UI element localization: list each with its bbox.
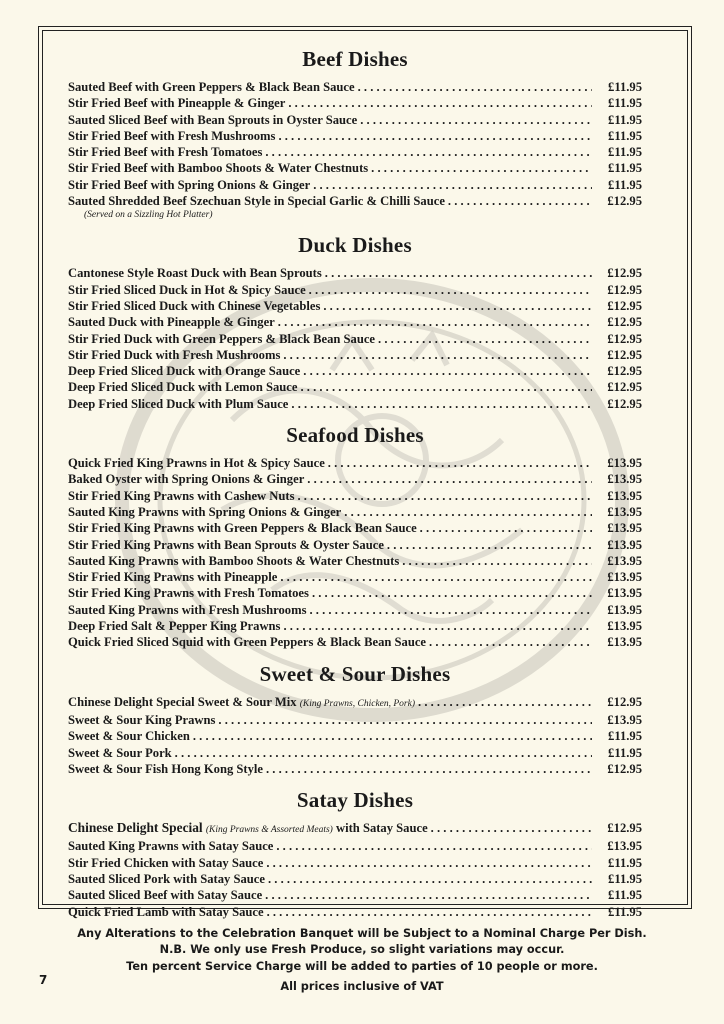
menu-item-price: £13.95	[607, 456, 642, 471]
menu-item-name: Sweet & Sour Fish Hong Kong Style	[68, 761, 263, 776]
menu-item-note: (King Prawns & Assorted Meats)	[205, 825, 333, 836]
menu-item-name: Stir Fried Sliced Duck in Hot & Spicy Sauce	[68, 282, 306, 297]
menu-item-name: Stir Fried Duck with Green Peppers & Black Bean Sauce	[68, 331, 376, 346]
menu-item-price: £11.95	[608, 729, 642, 744]
menu-item	[68, 694, 642, 712]
menu-item-price: £12.95	[607, 380, 642, 395]
dot-leader	[175, 745, 592, 761]
menu-item	[68, 144, 642, 160]
dot-leader	[309, 282, 592, 298]
menu-item-name: Stir Fried Beef with Spring Onions & Ginger	[68, 177, 311, 192]
menu-item	[68, 95, 642, 111]
menu-item-name: Sauted Sliced Pork with Satay Sauce	[68, 871, 265, 886]
menu-item-name: Sauted King Prawns with Bamboo Shoots & Water Chestnuts	[68, 553, 400, 568]
menu-item-price: £13.95	[607, 553, 642, 568]
menu-item	[68, 314, 642, 330]
dot-leader	[358, 79, 592, 95]
dot-leader	[402, 553, 592, 569]
menu-item-name: Sauted Shredded Beef Szechuan Style in Special Garlic & Chilli Sauce	[68, 194, 445, 209]
menu-item-price: £12.95	[607, 347, 642, 362]
dot-leader	[193, 728, 592, 744]
menu-item-price: £13.95	[607, 537, 642, 552]
dot-leader	[312, 585, 592, 601]
dot-leader	[313, 177, 592, 193]
dot-leader	[371, 160, 592, 176]
menu-item-name: Stir Fried King Prawns with Cashew Nuts	[68, 488, 295, 503]
menu-item-name: Deep Fried Salt & Pepper King Prawns	[68, 619, 281, 634]
menu-item-name: Stir Fried King Prawns with Green Peppers & Black Bean Sauce	[68, 521, 417, 536]
menu-item-price: £11.95	[608, 855, 642, 870]
menu-item	[68, 820, 642, 838]
section-title: Seafood Dishes	[286, 423, 424, 448]
menu-item-price: £11.95	[608, 128, 642, 143]
menu-section	[68, 422, 642, 651]
dot-leader	[218, 712, 592, 728]
menu-item	[68, 177, 642, 193]
menu-item-name: Stir Fried Beef with Bamboo Shoots & Water Chestnuts	[68, 161, 369, 176]
menu-item	[68, 160, 642, 176]
menu-item	[68, 488, 642, 504]
menu-item-list	[68, 820, 642, 920]
menu-item-price: £13.95	[607, 488, 642, 503]
menu-item	[68, 761, 642, 777]
menu-item	[68, 602, 642, 618]
menu-item-price: £11.95	[608, 112, 642, 127]
menu-item-price: £13.95	[607, 570, 642, 585]
menu-item-name: Sauted King Prawns with Satay Sauce	[68, 839, 274, 854]
menu-item	[68, 887, 642, 903]
dot-leader	[288, 95, 592, 111]
menu-item-name: Quick Fried King Prawns in Hot & Spicy Sauce	[68, 456, 325, 471]
dot-leader	[265, 887, 592, 903]
menu-item	[68, 282, 642, 298]
menu-item	[68, 363, 642, 379]
menu-item	[68, 728, 642, 744]
menu-item-price: £13.95	[607, 521, 642, 536]
menu-item	[68, 904, 642, 920]
menu-item-price: £13.95	[607, 504, 642, 519]
menu-item-name: Stir Fried King Prawns with Fresh Tomatoes	[68, 586, 309, 601]
menu-item-name: Deep Fried Sliced Duck with Plum Sauce	[68, 396, 289, 411]
menu-item-name: Sweet & Sour Chicken	[68, 729, 190, 744]
menu-item-price: £13.95	[607, 619, 642, 634]
menu-item-name: Quick Fried Lamb with Satay Sauce	[68, 904, 264, 919]
menu-item-name: Stir Fried Beef with Fresh Tomatoes	[68, 145, 263, 160]
menu-item-price: £11.95	[608, 145, 642, 160]
menu-item-name: Sauted Beef with Green Peppers & Black Bean Sauce	[68, 80, 355, 94]
menu-item	[68, 265, 642, 281]
menu-item	[68, 128, 642, 144]
section-serving-note: (Served on a Sizzling Hot Platter)	[84, 210, 213, 221]
dot-leader	[297, 488, 592, 504]
menu-item	[68, 471, 642, 487]
menu-item	[68, 331, 642, 347]
dot-leader	[418, 694, 592, 710]
dot-leader	[266, 761, 592, 777]
menu-item-price: £13.95	[607, 586, 642, 601]
menu-item-name: Baked Oyster with Spring Onions & Ginger	[68, 472, 305, 487]
menu-section	[68, 787, 642, 920]
menu-item-price: £12.95	[607, 298, 642, 313]
menu-item-price: £13.95	[607, 839, 642, 854]
menu-item-price: £12.95	[607, 194, 642, 209]
dot-leader	[278, 128, 592, 144]
menu-item-name: Quick Fried Sliced Squid with Green Peppers & Black Bean Sauce	[68, 635, 427, 650]
footer-service-charge-note: Ten percent Service Charge will be added to parties of 10 people or more.	[126, 959, 598, 973]
menu-item-price: £12.95	[607, 331, 642, 346]
menu-item-name: Stir Fried Beef with Fresh Mushrooms	[68, 128, 276, 143]
menu-item-name: Stir Fried King Prawns with Bean Sprouts & Oyster Sauce	[68, 537, 384, 552]
dot-leader	[278, 314, 592, 330]
dot-leader	[328, 455, 592, 471]
dot-leader	[429, 634, 592, 650]
menu-item-price: £12.95	[607, 396, 642, 411]
menu-item-price: £11.95	[608, 888, 642, 903]
menu-item-price: £12.95	[607, 315, 642, 330]
menu-item-name: Deep Fried Sliced Duck with Orange Sauce	[68, 364, 301, 379]
menu-item-price: £13.95	[607, 635, 642, 650]
menu-item	[68, 396, 642, 412]
menu-item	[68, 112, 642, 128]
menu-item-name: Stir Fried Beef with Pineapple & Ginger	[68, 96, 286, 111]
menu-item-price: £11.95	[608, 745, 642, 760]
menu-item-name: Sauted King Prawns with Fresh Mushrooms	[68, 602, 307, 617]
dot-leader	[448, 193, 592, 209]
footer-fresh-produce-note: N.B. We only use Fresh Produce, so slight variations may occur.	[159, 943, 565, 957]
menu-item-name: Deep Fried Sliced Duck with Lemon Sauce	[68, 380, 298, 395]
footer-vat-note: All prices inclusive of VAT	[280, 979, 444, 993]
menu-item-price: £12.95	[607, 282, 642, 297]
menu-item-name: Chinese Delight Special Sweet & Sour Mix	[68, 694, 297, 709]
dot-leader	[266, 855, 592, 871]
menu-footer	[0, 926, 724, 995]
menu-item-price: £11.95	[608, 161, 642, 176]
menu-item-price: £11.95	[608, 904, 642, 919]
dot-leader	[268, 871, 592, 887]
menu-item	[68, 79, 642, 95]
menu-item-price: £11.95	[608, 871, 642, 886]
section-title: Sweet & Sour Dishes	[259, 661, 451, 686]
menu-item	[68, 347, 642, 363]
footer-alterations-note: Any Alterations to the Celebration Banquet will be Subject to a Nominal Charge Per Dish.	[77, 927, 647, 940]
menu-item-name: Sauted Duck with Pineapple & Ginger	[68, 315, 275, 330]
menu-item-name: Chinese Delight Special	[68, 820, 203, 836]
menu-item-name: Sweet & Sour Pork	[68, 745, 172, 760]
menu-item	[68, 569, 642, 585]
menu-item-name: Sauted King Prawns with Spring Onions & Ginger	[68, 504, 342, 519]
menu-item	[68, 504, 642, 520]
menu-item-name: Sauted Sliced Beef with Bean Sprouts in Oyster Sauce	[68, 112, 358, 127]
menu-item	[68, 520, 642, 536]
dot-leader	[378, 331, 592, 347]
menu-section	[68, 46, 642, 221]
menu-item-name: Stir Fried Chicken with Satay Sauce	[68, 855, 264, 870]
menu-item	[68, 618, 642, 634]
menu-item	[68, 298, 642, 314]
dot-leader	[310, 602, 593, 618]
menu-item	[68, 193, 642, 209]
menu-item	[68, 455, 642, 471]
menu-item	[68, 871, 642, 887]
dot-leader	[283, 618, 592, 634]
menu-item-name-suffix: with Satay Sauce	[336, 821, 428, 836]
dot-leader	[307, 471, 592, 487]
menu-item-price: £13.95	[607, 472, 642, 487]
dot-leader	[283, 347, 592, 363]
menu-item	[68, 712, 642, 728]
menu-item	[68, 838, 642, 854]
dot-leader	[431, 820, 592, 836]
section-title: Duck Dishes	[298, 233, 412, 258]
menu-item-price: £12.95	[607, 266, 642, 281]
dot-leader	[280, 569, 592, 585]
menu-item-list	[68, 79, 642, 209]
menu-item-price: £11.95	[608, 80, 642, 94]
menu-item-list	[68, 455, 642, 651]
menu-item-list	[68, 694, 642, 777]
menu-section	[68, 661, 642, 777]
dot-leader	[276, 838, 592, 854]
dot-leader	[325, 265, 592, 281]
dot-leader	[360, 112, 592, 128]
menu-item-name: Sauted Sliced Beef with Satay Sauce	[68, 888, 263, 903]
menu-content	[68, 46, 642, 920]
dot-leader	[303, 363, 592, 379]
menu-item-price: £13.95	[607, 602, 642, 617]
menu-item	[68, 745, 642, 761]
menu-item-price: £12.95	[607, 821, 642, 836]
menu-item	[68, 553, 642, 569]
dot-leader	[265, 144, 592, 160]
page-number: 7	[39, 973, 48, 987]
menu-item-name: Stir Fried Sliced Duck with Chinese Vegetables	[68, 298, 321, 313]
menu-item	[68, 379, 642, 395]
menu-item-price: £12.95	[607, 364, 642, 379]
menu-item-note: (King Prawns, Chicken, Pork)	[299, 698, 416, 709]
menu-item-name: Stir Fried Duck with Fresh Mushrooms	[68, 347, 281, 362]
menu-item-name: Sweet & Sour King Prawns	[68, 712, 216, 727]
menu-item-price: £11.95	[608, 96, 642, 111]
menu-item	[68, 537, 642, 553]
dot-leader	[387, 537, 592, 553]
dot-leader	[291, 396, 592, 412]
dot-leader	[323, 298, 592, 314]
menu-item-price: £12.95	[607, 761, 642, 776]
menu-item-name: Stir Fried King Prawns with Pineapple	[68, 570, 278, 585]
menu-item	[68, 585, 642, 601]
dot-leader	[267, 904, 592, 920]
menu-section	[68, 232, 642, 412]
menu-item	[68, 634, 642, 650]
menu-item-price: £11.95	[608, 177, 642, 192]
menu-item-price: £13.95	[607, 712, 642, 727]
menu-item-name: Cantonese Style Roast Duck with Bean Sprouts	[68, 266, 322, 281]
menu-item-list	[68, 265, 642, 412]
dot-leader	[344, 504, 592, 520]
menu-item-price: £12.95	[607, 694, 642, 709]
section-title: Beef Dishes	[302, 47, 408, 71]
menu-item	[68, 855, 642, 871]
section-title: Satay Dishes	[296, 788, 414, 813]
dot-leader	[420, 520, 592, 536]
dot-leader	[300, 379, 592, 395]
